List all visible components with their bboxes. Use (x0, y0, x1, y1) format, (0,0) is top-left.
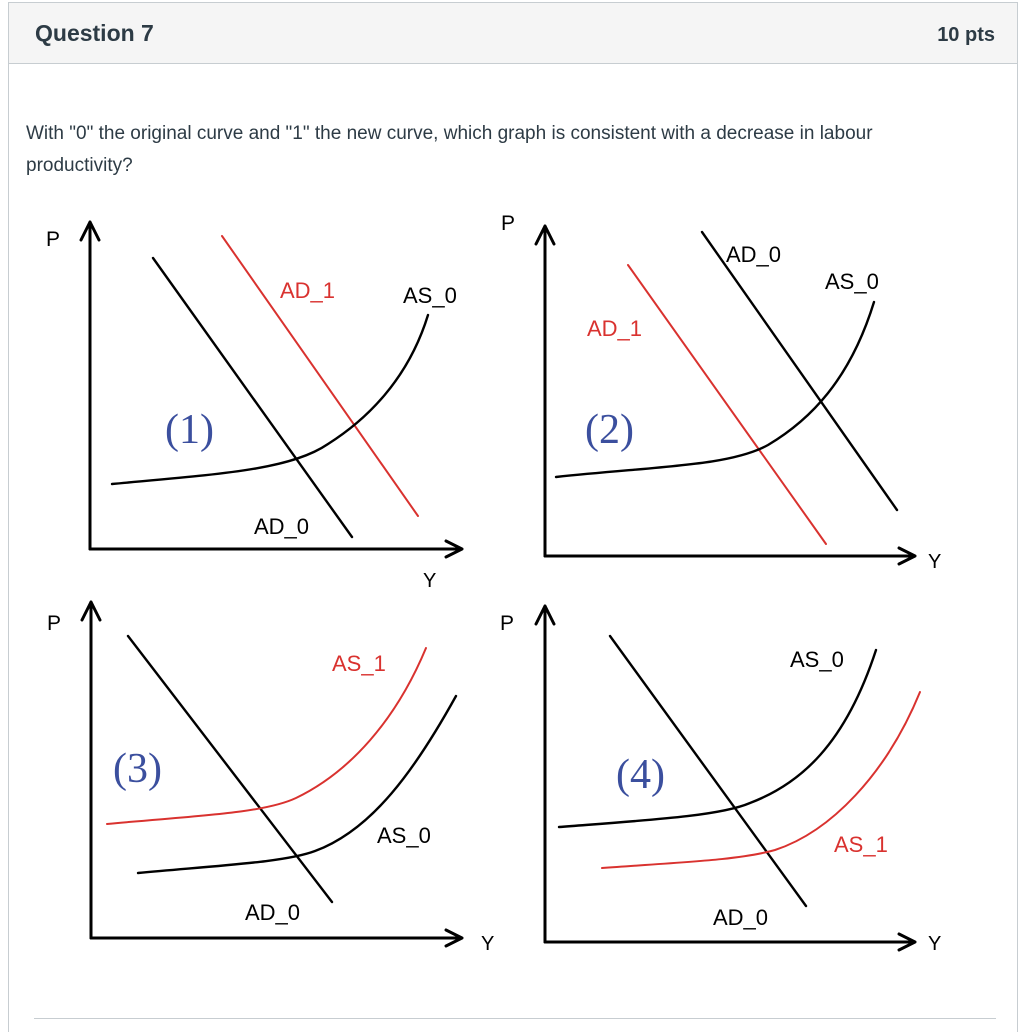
ad-old-label-3: AD_0 (245, 900, 301, 925)
ad-new-label-2: AD_1 (587, 316, 643, 341)
p-axis-1 (81, 222, 99, 549)
ad-new-curve-2 (628, 265, 826, 544)
graph-1 (81, 222, 462, 557)
question-text: With "0" the original curve and "1" the new curve, which graph is consistent with a decrease in labour productivity? (26, 123, 873, 176)
y-axis-3 (91, 930, 462, 946)
as-old-curve-4 (559, 650, 876, 827)
p-axis-4 (536, 606, 554, 942)
y-axis-label-1: Y (423, 570, 437, 592)
p-axis-label-2: P (501, 212, 516, 235)
ad-old-label-4: AD_0 (713, 905, 769, 930)
y-axis-4 (545, 934, 915, 950)
as-old-curve-1 (112, 315, 428, 484)
as-old-label-4: AS_0 (790, 647, 844, 672)
y-axis-label-4: Y (928, 933, 942, 955)
question-title: Question 7 (35, 20, 154, 46)
ad-old-label-2: AD_0 (726, 242, 782, 267)
question-divider (34, 1018, 996, 1019)
p-axis-2 (536, 226, 554, 556)
as-new-label-4: AS_1 (834, 832, 888, 857)
as-old-label-2: AS_0 (825, 269, 879, 294)
y-axis-label-2: Y (928, 551, 942, 573)
graph-number-4: (4) (616, 752, 665, 798)
p-axis-label-1: P (46, 228, 61, 251)
y-axis-label-3: Y (481, 933, 495, 955)
graph-number-1: (1) (165, 407, 214, 453)
question-points: 10 pts (937, 24, 995, 46)
y-axis-2 (545, 548, 915, 564)
graph-number-2: (2) (585, 407, 634, 453)
as-new-label-3: AS_1 (332, 651, 386, 676)
as-old-label-1: AS_0 (403, 283, 457, 308)
graph-4 (536, 606, 920, 950)
p-axis-label-3: P (47, 612, 62, 635)
y-axis-1 (90, 541, 462, 557)
ad-new-label-1: AD_1 (280, 278, 336, 303)
graph-number-3: (3) (113, 746, 162, 792)
p-axis-label-4: P (500, 612, 515, 635)
ad-old-label-1: AD_0 (254, 514, 310, 539)
p-axis-3 (82, 602, 100, 938)
as-old-label-3: AS_0 (377, 823, 431, 848)
